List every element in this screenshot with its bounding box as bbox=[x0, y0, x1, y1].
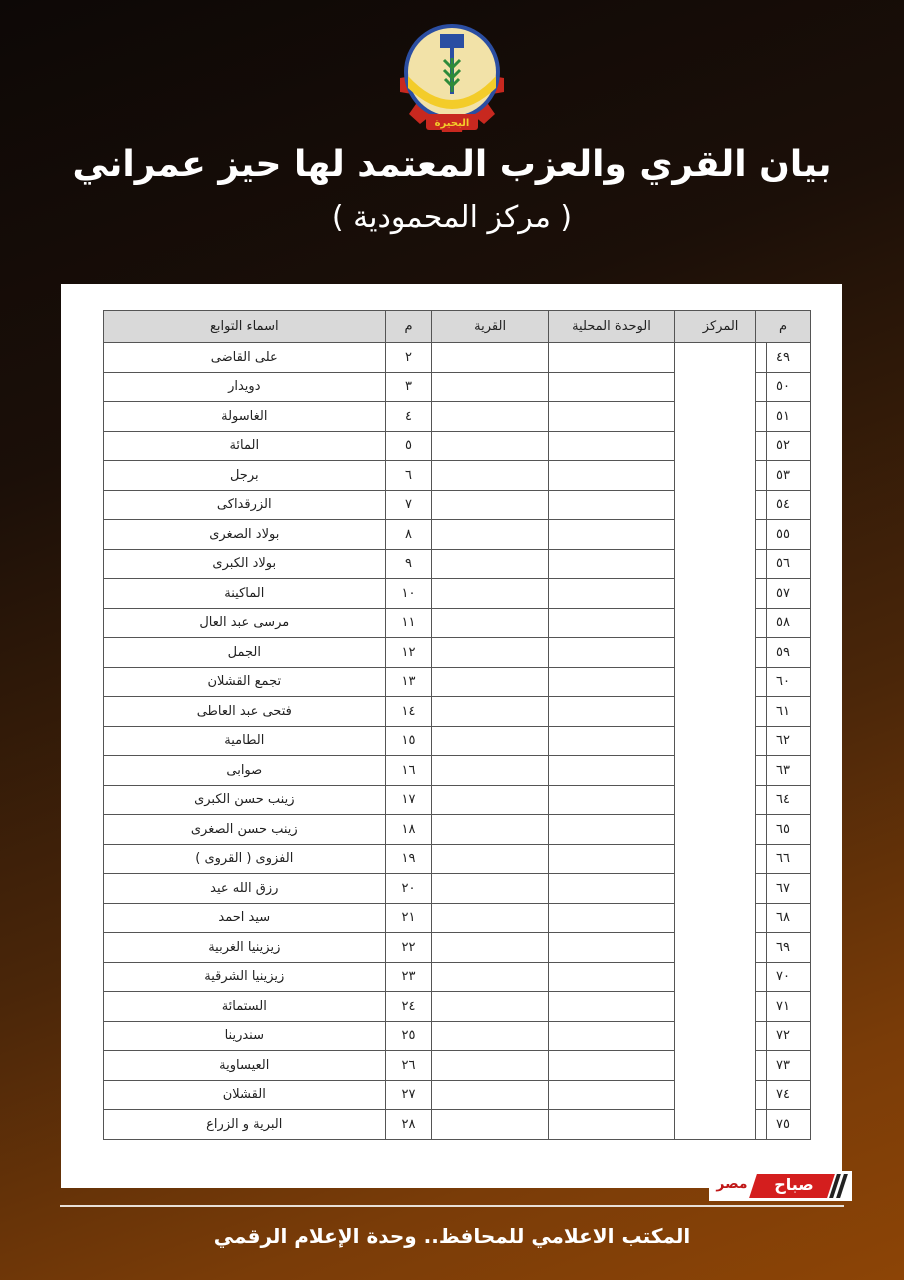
cell-num: ٢٧ bbox=[385, 1080, 432, 1110]
cell-village bbox=[432, 962, 548, 992]
cell-name: الفزوى ( القروى ) bbox=[104, 844, 386, 874]
cell-name: زينب حسن الصغرى bbox=[104, 815, 386, 845]
cell-village bbox=[432, 461, 548, 491]
cell-num: ١٦ bbox=[385, 756, 432, 786]
cell-name: برجل bbox=[104, 461, 386, 491]
cell-village bbox=[432, 874, 548, 904]
cell-name: الزرقداكى bbox=[104, 490, 386, 520]
cell-local-unit bbox=[548, 490, 674, 520]
serial-row bbox=[756, 726, 811, 756]
cell-num: ٦ bbox=[385, 461, 432, 491]
cell-local-unit bbox=[548, 431, 674, 461]
cell-num: ١٥ bbox=[385, 726, 432, 756]
serial-row bbox=[756, 697, 811, 727]
table-row bbox=[104, 1080, 767, 1110]
cell-num: ١٧ bbox=[385, 785, 432, 815]
cell-serial: ٦٣ bbox=[756, 756, 811, 786]
table-row bbox=[104, 697, 767, 727]
cell-serial: ٦١ bbox=[756, 697, 811, 727]
cell-serial: ٥٣ bbox=[756, 461, 811, 491]
table-row bbox=[104, 992, 767, 1022]
cell-num: ٢٥ bbox=[385, 1021, 432, 1051]
serial-row bbox=[756, 1110, 811, 1140]
cell-local-unit bbox=[548, 1051, 674, 1081]
governorate-logo bbox=[392, 14, 512, 134]
cell-village bbox=[432, 1110, 548, 1140]
table-row bbox=[104, 903, 767, 933]
col-header-local-unit: الوحدة المحلية bbox=[548, 311, 674, 343]
cell-num: ٢٠ bbox=[385, 874, 432, 904]
table-row bbox=[104, 785, 767, 815]
cell-name: زينب حسن الكبرى bbox=[104, 785, 386, 815]
cell-local-unit bbox=[548, 756, 674, 786]
cell-num: ٤ bbox=[385, 402, 432, 432]
cell-serial: ٦٥ bbox=[756, 815, 811, 845]
watermark-logo bbox=[709, 1171, 852, 1201]
serial-row bbox=[756, 402, 811, 432]
cell-local-unit bbox=[548, 697, 674, 727]
footer-divider bbox=[60, 1205, 844, 1207]
cell-local-unit bbox=[548, 1080, 674, 1110]
table-row bbox=[104, 402, 767, 432]
cell-local-unit bbox=[548, 372, 674, 402]
cell-local-unit bbox=[548, 638, 674, 668]
cell-serial: ٧١ bbox=[756, 992, 811, 1022]
table-row bbox=[104, 608, 767, 638]
cell-local-unit bbox=[548, 608, 674, 638]
table-row bbox=[104, 461, 767, 491]
cell-serial: ٦٨ bbox=[756, 903, 811, 933]
table-row bbox=[104, 343, 767, 373]
cell-serial: ٦٦ bbox=[756, 844, 811, 874]
col-header-village: القرية bbox=[432, 311, 548, 343]
cell-name: العيساوية bbox=[104, 1051, 386, 1081]
cell-local-unit bbox=[548, 726, 674, 756]
table-row bbox=[104, 490, 767, 520]
cell-num: ٢٦ bbox=[385, 1051, 432, 1081]
table-header-row bbox=[104, 311, 767, 343]
cell-serial: ٦٠ bbox=[756, 667, 811, 697]
footer-text: المكتب الاعلامي للمحافظ.. وحدة الإعلام الرقمي bbox=[213, 1224, 691, 1248]
cell-village bbox=[432, 815, 548, 845]
cell-name: الغاسولة bbox=[104, 402, 386, 432]
col-header-names: اسماء التوابع bbox=[104, 311, 386, 343]
table-row bbox=[104, 1051, 767, 1081]
cell-name: تجمع القشلان bbox=[104, 667, 386, 697]
table-row bbox=[104, 638, 767, 668]
table-row bbox=[104, 579, 767, 609]
cell-serial: ٧٠ bbox=[756, 962, 811, 992]
cell-name: المائة bbox=[104, 431, 386, 461]
cell-num: ٢٢ bbox=[385, 933, 432, 963]
cell-serial: ٥٦ bbox=[756, 549, 811, 579]
cell-village bbox=[432, 726, 548, 756]
cell-serial: ٤٩ bbox=[756, 343, 811, 373]
cell-serial: ٥١ bbox=[756, 402, 811, 432]
cell-local-unit bbox=[548, 874, 674, 904]
cell-num: ٥ bbox=[385, 431, 432, 461]
serial-row bbox=[756, 785, 811, 815]
table-row bbox=[104, 1021, 767, 1051]
cell-local-unit bbox=[548, 815, 674, 845]
col-header-markaz: المركز bbox=[675, 311, 767, 343]
cell-name: فتحى عبد العاطى bbox=[104, 697, 386, 727]
cell-serial: ٦٤ bbox=[756, 785, 811, 815]
table-row bbox=[104, 874, 767, 904]
cell-local-unit bbox=[548, 402, 674, 432]
page-subtitle: ( مركز المحمودية ) bbox=[331, 200, 573, 235]
cell-num: ٢٣ bbox=[385, 962, 432, 992]
cell-village bbox=[432, 1021, 548, 1051]
logo-text: البحيرة bbox=[434, 118, 470, 129]
table-row bbox=[104, 844, 767, 874]
cell-serial: ٥٠ bbox=[756, 372, 811, 402]
cell-name: الطامية bbox=[104, 726, 386, 756]
table-row bbox=[104, 933, 767, 963]
cell-local-unit bbox=[548, 933, 674, 963]
cell-village bbox=[432, 1080, 548, 1110]
cell-serial: ٥٤ bbox=[756, 490, 811, 520]
serial-row bbox=[756, 874, 811, 904]
serial-row bbox=[756, 343, 811, 373]
table-row bbox=[104, 815, 767, 845]
cell-village bbox=[432, 579, 548, 609]
cell-name: زيزينيا الشرقية bbox=[104, 962, 386, 992]
cell-village bbox=[432, 343, 548, 373]
cell-name: سيد احمد bbox=[104, 903, 386, 933]
cell-local-unit bbox=[548, 461, 674, 491]
cell-village bbox=[432, 844, 548, 874]
serial-row bbox=[756, 1080, 811, 1110]
table-row bbox=[104, 1110, 767, 1140]
cell-village bbox=[432, 1051, 548, 1081]
cell-name: رزق الله عيد bbox=[104, 874, 386, 904]
cell-local-unit bbox=[548, 903, 674, 933]
cell-name: سندرينا bbox=[104, 1021, 386, 1051]
cell-local-unit bbox=[548, 520, 674, 550]
cell-local-unit bbox=[548, 1110, 674, 1140]
cell-serial: ٦٢ bbox=[756, 726, 811, 756]
serial-row bbox=[756, 756, 811, 786]
serial-row bbox=[756, 549, 811, 579]
cell-serial: ٧٣ bbox=[756, 1051, 811, 1081]
cell-num: ٢٨ bbox=[385, 1110, 432, 1140]
cell-serial: ٧٢ bbox=[756, 1021, 811, 1051]
cell-village bbox=[432, 549, 548, 579]
document-sheet bbox=[61, 284, 842, 1188]
cell-serial: ٧٥ bbox=[756, 1110, 811, 1140]
cell-name: بولاد الصغرى bbox=[104, 520, 386, 550]
cell-num: ٧ bbox=[385, 490, 432, 520]
serial-row bbox=[756, 1021, 811, 1051]
cell-local-unit bbox=[548, 1021, 674, 1051]
cell-name: الجمل bbox=[104, 638, 386, 668]
table-row bbox=[104, 372, 767, 402]
cell-num: ١٣ bbox=[385, 667, 432, 697]
serial-row bbox=[756, 461, 811, 491]
cell-village bbox=[432, 903, 548, 933]
cell-serial: ٥٩ bbox=[756, 638, 811, 668]
cell-num: ١٩ bbox=[385, 844, 432, 874]
serial-row bbox=[756, 1051, 811, 1081]
cell-serial: ٦٧ bbox=[756, 874, 811, 904]
watermark-text-1: صباح bbox=[774, 1175, 814, 1194]
col-header-num: م bbox=[385, 311, 432, 343]
table-row bbox=[104, 667, 767, 697]
serial-header-row bbox=[756, 311, 811, 343]
table-row bbox=[104, 520, 767, 550]
cell-village bbox=[432, 520, 548, 550]
cell-num: ١٨ bbox=[385, 815, 432, 845]
cell-local-unit bbox=[548, 667, 674, 697]
cell-serial: ٥٥ bbox=[756, 520, 811, 550]
cell-name: البرية و الزراع bbox=[104, 1110, 386, 1140]
table-row bbox=[104, 549, 767, 579]
cell-local-unit bbox=[548, 962, 674, 992]
villages-table bbox=[103, 310, 767, 1140]
cell-village bbox=[432, 608, 548, 638]
cell-village bbox=[432, 372, 548, 402]
cell-village bbox=[432, 638, 548, 668]
serial-row bbox=[756, 431, 811, 461]
serial-row bbox=[756, 903, 811, 933]
cell-local-unit bbox=[548, 579, 674, 609]
cell-serial: ٥٢ bbox=[756, 431, 811, 461]
cell-name: صوابى bbox=[104, 756, 386, 786]
cell-village bbox=[432, 756, 548, 786]
cell-village bbox=[432, 992, 548, 1022]
serial-row bbox=[756, 962, 811, 992]
cell-num: ٩ bbox=[385, 549, 432, 579]
cell-name: على القاضى bbox=[104, 343, 386, 373]
cell-num: ٢ bbox=[385, 343, 432, 373]
cell-village bbox=[432, 697, 548, 727]
serial-row bbox=[756, 520, 811, 550]
cell-village bbox=[432, 402, 548, 432]
cell-local-unit bbox=[548, 785, 674, 815]
cell-village bbox=[432, 933, 548, 963]
serial-row bbox=[756, 490, 811, 520]
cell-num: ١٤ bbox=[385, 697, 432, 727]
cell-num: ٨ bbox=[385, 520, 432, 550]
cell-local-unit bbox=[548, 343, 674, 373]
cell-name: القشلان bbox=[104, 1080, 386, 1110]
cell-num: ١٠ bbox=[385, 579, 432, 609]
serial-row bbox=[756, 815, 811, 845]
cell-name: زيزينيا الغربية bbox=[104, 933, 386, 963]
serial-row bbox=[756, 992, 811, 1022]
cell-village bbox=[432, 667, 548, 697]
serial-table bbox=[755, 310, 811, 1140]
serial-row bbox=[756, 579, 811, 609]
cell-local-unit bbox=[548, 549, 674, 579]
cell-village bbox=[432, 490, 548, 520]
table-row bbox=[104, 431, 767, 461]
cell-name: مرسى عبد العال bbox=[104, 608, 386, 638]
watermark-text-2: مصر bbox=[716, 1176, 748, 1192]
cell-num: ٣ bbox=[385, 372, 432, 402]
serial-row bbox=[756, 844, 811, 874]
cell-name: دويدار bbox=[104, 372, 386, 402]
cell-serial: ٥٧ bbox=[756, 579, 811, 609]
cell-num: ٢١ bbox=[385, 903, 432, 933]
serial-row bbox=[756, 638, 811, 668]
cell-name: الستمائة bbox=[104, 992, 386, 1022]
cell-local-unit bbox=[548, 992, 674, 1022]
serial-row bbox=[756, 372, 811, 402]
cell-village bbox=[432, 785, 548, 815]
cell-num: ١١ bbox=[385, 608, 432, 638]
cell-markaz bbox=[675, 343, 767, 1140]
cell-local-unit bbox=[548, 844, 674, 874]
serial-row bbox=[756, 608, 811, 638]
cell-num: ٢٤ bbox=[385, 992, 432, 1022]
serial-row bbox=[756, 933, 811, 963]
page-title: بيان القري والعزب المعتمد لها حيز عمراني bbox=[72, 144, 832, 185]
cell-num: ١٢ bbox=[385, 638, 432, 668]
table-row bbox=[104, 726, 767, 756]
table-row bbox=[104, 962, 767, 992]
cell-serial: ٧٤ bbox=[756, 1080, 811, 1110]
serial-row bbox=[756, 667, 811, 697]
cell-serial: ٥٨ bbox=[756, 608, 811, 638]
table-row bbox=[104, 756, 767, 786]
cell-name: بولاد الكبرى bbox=[104, 549, 386, 579]
serial-header: م bbox=[756, 311, 811, 343]
cell-serial: ٦٩ bbox=[756, 933, 811, 963]
cell-village bbox=[432, 431, 548, 461]
cell-name: الماكينة bbox=[104, 579, 386, 609]
